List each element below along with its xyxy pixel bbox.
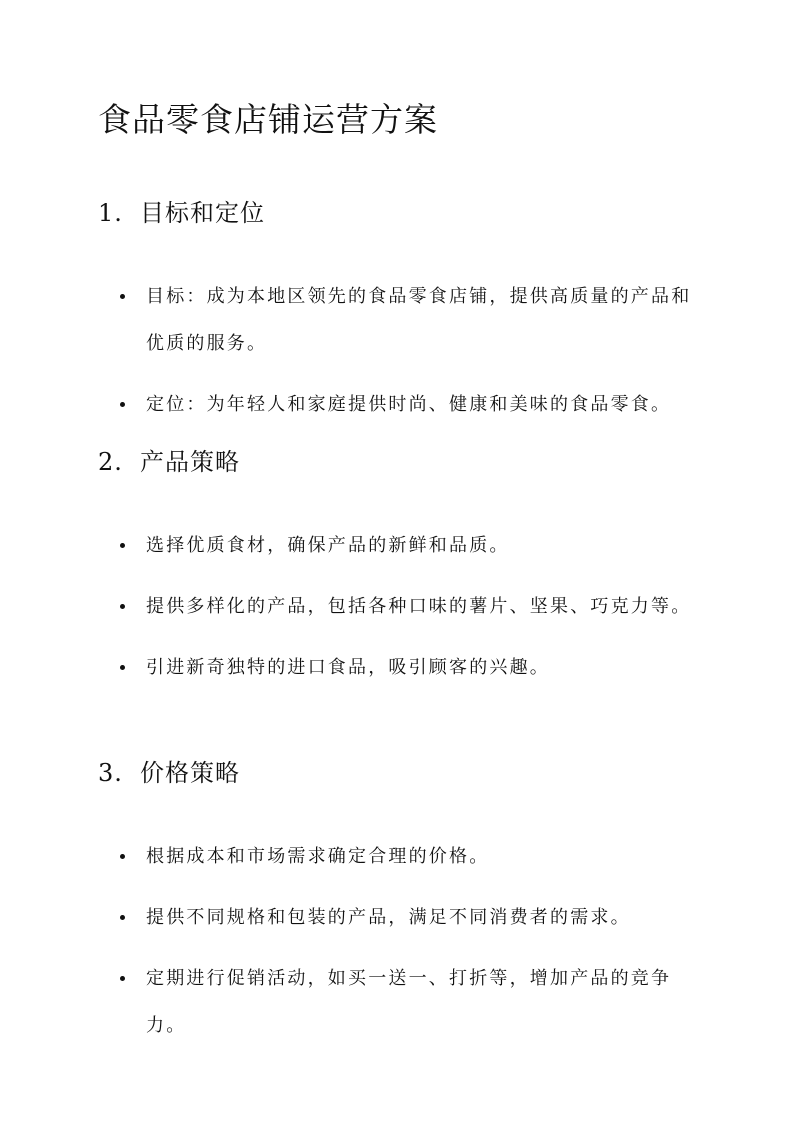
list-item: [98, 273, 698, 367]
section-number: 3.: [98, 759, 123, 787]
bullet-list: [98, 833, 698, 1049]
section-heading: [98, 755, 698, 791]
list-item: [98, 583, 698, 630]
section-heading: [98, 195, 698, 231]
bullet-icon: [120, 294, 125, 299]
section-heading: [98, 444, 698, 480]
list-item-text: 选择优质食材，确保产品的新鲜和品质。: [146, 535, 510, 556]
section-number: 1.: [98, 199, 123, 227]
section-goals-positioning: [98, 195, 698, 428]
list-item-text: 引进新奇独特的进口食品，吸引顾客的兴趣。: [146, 657, 550, 678]
bullet-icon: [120, 402, 125, 407]
bullet-icon: [120, 665, 125, 670]
bullet-icon: [120, 915, 125, 920]
bullet-list: [98, 273, 698, 428]
list-item: [98, 381, 698, 428]
section-product-strategy: [98, 444, 698, 691]
bullet-icon: [120, 854, 125, 859]
bullet-list: [98, 522, 698, 691]
section-title: 产品策略: [140, 448, 240, 476]
section-title: 价格策略: [140, 759, 240, 787]
list-item: [98, 522, 698, 569]
section-price-strategy: [98, 755, 698, 1049]
list-item-text: 提供不同规格和包装的产品，满足不同消费者的需求。: [146, 907, 631, 928]
list-item-text: 目标：成为本地区领先的食品零食店铺，提供高质量的产品和优质的服务。: [146, 286, 692, 354]
list-item: [98, 955, 698, 1049]
document-title: 食品零食店铺运营方案: [98, 100, 438, 139]
list-item-text: 定期进行促销活动，如买一送一、打折等，增加产品的竞争力。: [146, 968, 672, 1036]
bullet-icon: [120, 604, 125, 609]
section-title: 目标和定位: [140, 199, 265, 227]
section-number: 2.: [98, 448, 123, 476]
list-item-text: 根据成本和市场需求确定合理的价格。: [146, 846, 490, 867]
list-item: [98, 833, 698, 880]
bullet-icon: [120, 543, 125, 548]
list-item: [98, 644, 698, 691]
list-item: [98, 894, 698, 941]
bullet-icon: [120, 976, 125, 981]
list-item-text: 定位：为年轻人和家庭提供时尚、健康和美味的食品零食。: [146, 394, 672, 415]
list-item-text: 提供多样化的产品，包括各种口味的薯片、坚果、巧克力等。: [146, 596, 692, 617]
